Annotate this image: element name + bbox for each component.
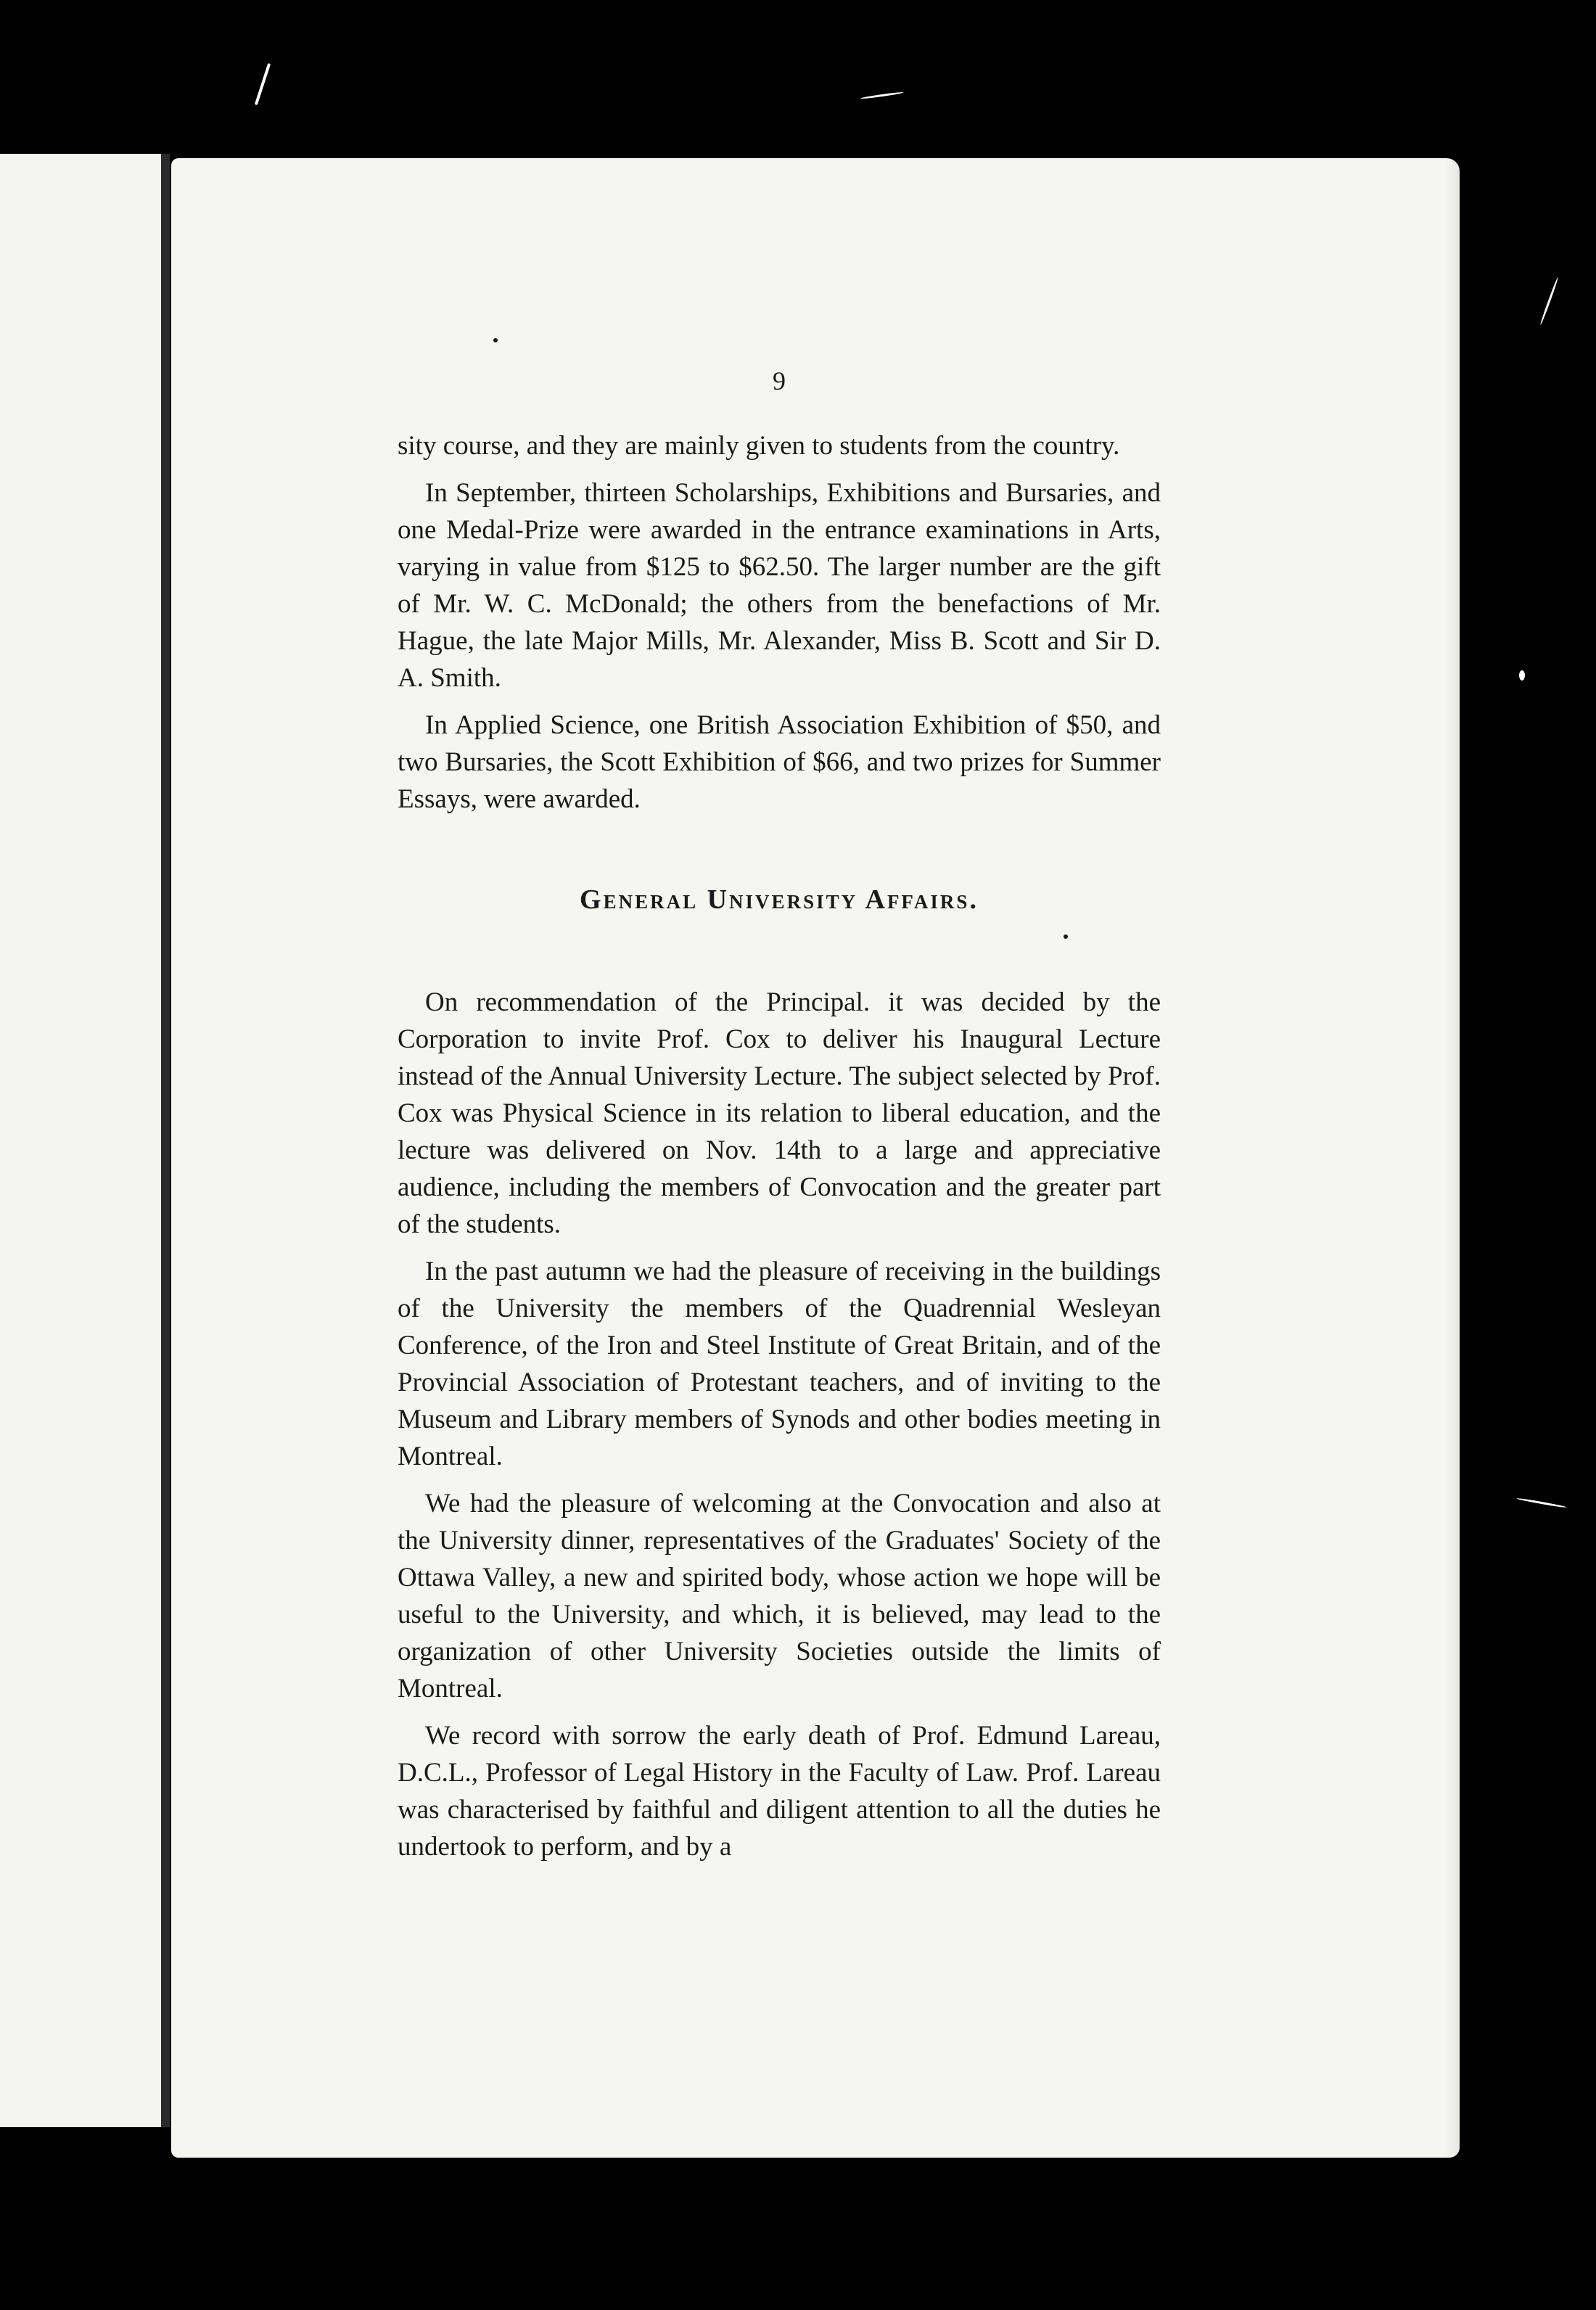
print-speck	[493, 338, 498, 342]
paragraph: In September, thirteen Scholarships, Exhibitions and Bursaries, and one Medal-Prize were awarded in the entrance examinations in Arts, varying in value from $125 to $62.50. The larger number are the gift of Mr. W. C. McDonald; the others from the benefactions of Mr. Hague, the late Major Mills, Mr. Alexander, Miss B. Scott and Sir D. A. Smith.	[398, 478, 1161, 693]
paragraph: We record with sorrow the early death of Prof. Edmund Lareau, D.C.L., Professor of Legal History in the Faculty of Law. Prof. Lareau was characterised by faithful and diligent attention to all the duties he undertook to perform, and by a	[398, 1721, 1161, 1862]
scan-speck	[860, 91, 904, 99]
paragraph: sity course, and they are mainly given to students from the country.	[398, 431, 1120, 461]
paragraph: In the past autumn we had the pleasure of receiving in the buildings of the University the members of the Quadrennial Wesleyan Conference, of the Iron and Steel Institute of Great Britain, and of the Provincial Association of Protestant teachers, and of inviting to the Museum and Library members of Synods and other bodies meeting in Montreal.	[398, 1257, 1161, 1471]
page-number: 9	[773, 366, 786, 395]
scan-speck	[255, 63, 271, 105]
page-edge-shadow	[1445, 158, 1460, 2158]
left-facing-page	[0, 154, 163, 2127]
book-gutter	[161, 154, 170, 2127]
scan-speck	[1519, 670, 1525, 681]
scan-speck	[1516, 1497, 1566, 1508]
paragraph: On recommendation of the Principal. it was decided by the Corporation to invite Prof. Cox to deliver his Inaugural Lecture instead of the Annual University Lecture. The subject selected by Prof. Cox was Physical Science in its relation to liberal education, and the lecture was delivered on Nov. 14th to a large and appreciative audience, including the members of Convocation and the greater part of the students.	[398, 987, 1161, 1239]
scan-speck	[1539, 277, 1559, 326]
paragraph: We had the pleasure of welcoming at the Convocation and also at the University dinner, representatives of the Graduates' Society of the Ottawa Valley, a new and spirited body, whose action we hope will be useful to the University, and which, it is believed, may lead to the organization of other University Societies outside the limits of Montreal.	[398, 1489, 1161, 1703]
paragraph: In Applied Science, one British Association Exhibition of $50, and two Bursaries, the Scott Exhibition of $66, and two prizes for Summer Essays, were awarded.	[398, 710, 1161, 814]
section-heading: General University Affairs.	[580, 884, 979, 915]
page-text	[398, 363, 1161, 1875]
